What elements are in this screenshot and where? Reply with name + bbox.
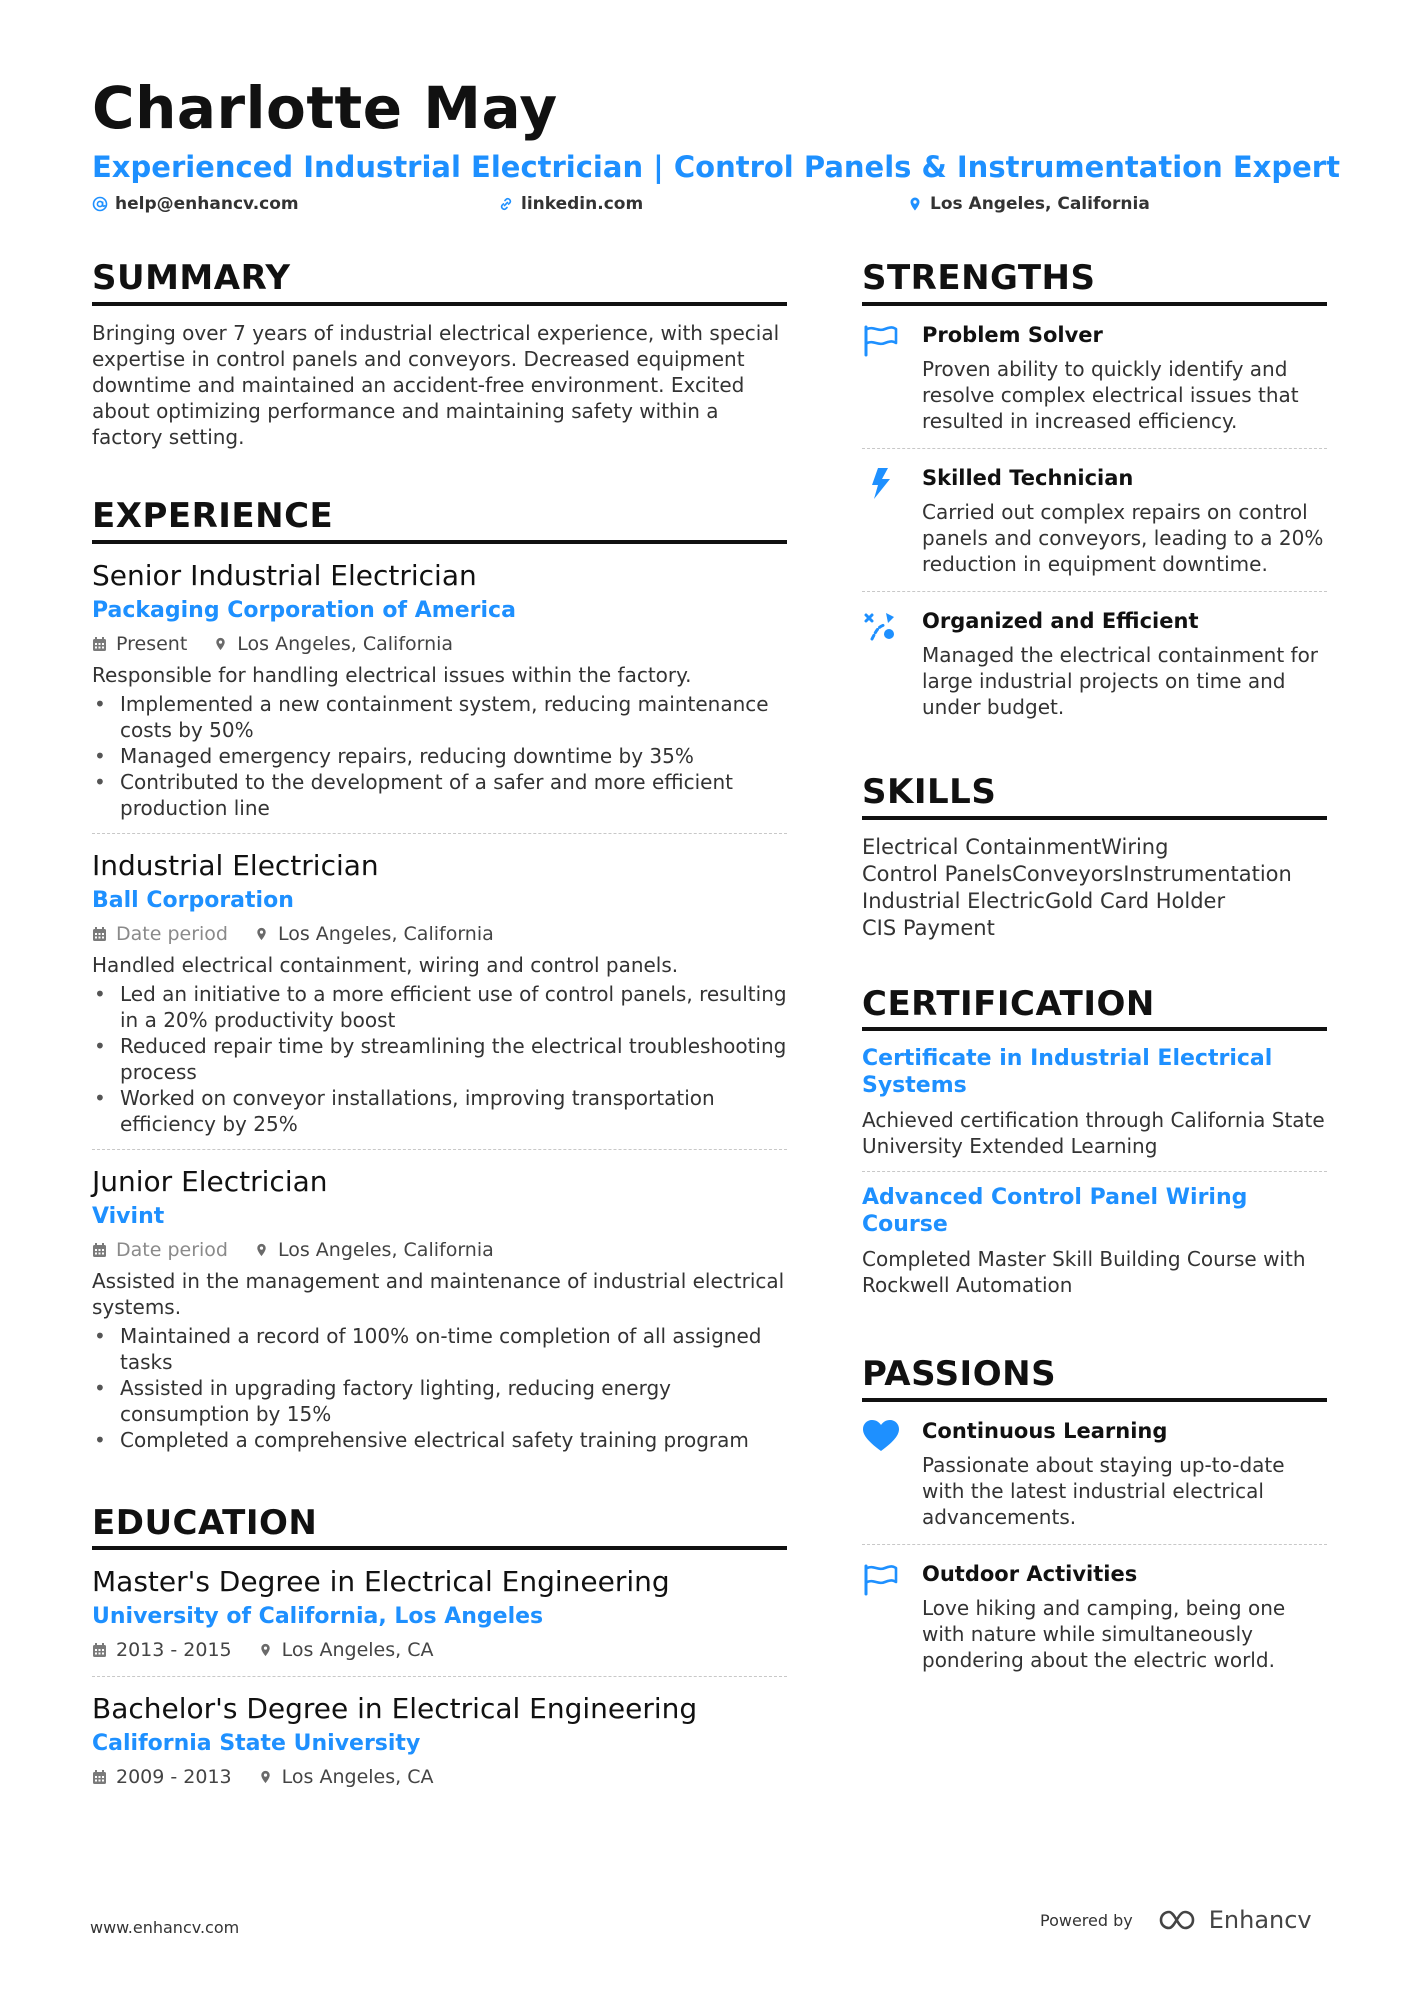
passion-item bbox=[862, 1416, 1327, 1544]
experience-title: EXPERIENCE bbox=[92, 496, 787, 544]
candidate-name: Charlotte May bbox=[92, 74, 558, 142]
education-title: EDUCATION bbox=[92, 1503, 787, 1551]
left-column bbox=[92, 258, 787, 1841]
job-meta bbox=[92, 1236, 787, 1264]
experience-section bbox=[92, 496, 787, 1465]
passion-title: Continuous Learning bbox=[922, 1419, 1168, 1444]
skills-list bbox=[862, 834, 1327, 942]
job-title: Industrial Electrician bbox=[92, 848, 379, 882]
certification-description: Completed Master Skill Building Course with Rockwell Automation bbox=[862, 1247, 1306, 1298]
brand-logo bbox=[1157, 1906, 1312, 1934]
map-pin-icon bbox=[254, 1242, 269, 1258]
skill-line: CIS Payment bbox=[862, 915, 995, 940]
job-bullets bbox=[92, 981, 787, 1137]
job-date: Date period bbox=[92, 1236, 228, 1264]
experience-entry bbox=[92, 833, 787, 1149]
bullet-item: • Worked on conveyor installations, improving transportation efficiency by 25% bbox=[92, 1085, 787, 1137]
certification-item bbox=[862, 1171, 1327, 1310]
company-name: Ball Corporation bbox=[92, 887, 294, 913]
link-icon bbox=[498, 196, 514, 212]
passion-description: Passionate about staying up-to-date with the latest industrial electrical advancements. bbox=[922, 1453, 1285, 1530]
bullet-item: • Led an initiative to a more efficient use of control panels, resulting in a 20% productivity boost bbox=[92, 981, 787, 1033]
strength-description: Proven ability to quickly identify and resolve complex electrical issues that resulted in increased efficiency. bbox=[922, 356, 1299, 433]
strength-item bbox=[862, 320, 1327, 448]
strengths-title: STRENGTHS bbox=[862, 258, 1327, 306]
passion-item bbox=[862, 1544, 1327, 1687]
strength-title: Skilled Technician bbox=[922, 465, 1134, 490]
right-column bbox=[862, 258, 1327, 1725]
strength-item bbox=[862, 591, 1327, 734]
calendar-icon bbox=[92, 636, 107, 652]
job-title: Junior Electrician bbox=[92, 1164, 328, 1198]
footer-branding bbox=[1040, 1906, 1312, 1934]
contact-linkedin[interactable] bbox=[498, 194, 643, 214]
experience-entry bbox=[92, 1149, 787, 1465]
job-location: Los Angeles, California bbox=[254, 920, 494, 948]
map-pin-icon bbox=[213, 636, 228, 652]
powered-by-text: Powered by bbox=[1040, 1910, 1133, 1930]
candidate-tagline: Experienced Industrial Electrician | Control Panels & Instrumentation Expert bbox=[92, 150, 1340, 184]
education-meta bbox=[92, 1763, 787, 1791]
education-date: 2009 - 2013 bbox=[92, 1763, 232, 1791]
bullet-item: • Assisted in upgrading factory lighting, reducing energy consumption by 15% bbox=[92, 1375, 787, 1427]
map-pin-icon bbox=[258, 1642, 273, 1658]
bullet-item: • Reduced repair time by streamlining the electrical troubleshooting process bbox=[92, 1033, 787, 1085]
contact-email[interactable] bbox=[92, 194, 299, 214]
skills-section bbox=[862, 772, 1327, 942]
education-date: 2013 - 2015 bbox=[92, 1636, 232, 1664]
job-bullets bbox=[92, 691, 787, 821]
strengths-section bbox=[862, 258, 1327, 734]
company-name: Packaging Corporation of America bbox=[92, 597, 516, 623]
education-location: Los Angeles, CA bbox=[258, 1636, 434, 1664]
certification-item bbox=[862, 1045, 1327, 1171]
education-entry bbox=[92, 1564, 787, 1676]
education-location: Los Angeles, CA bbox=[258, 1763, 434, 1791]
summary-section bbox=[92, 258, 787, 450]
contact-location bbox=[907, 194, 1150, 214]
skill-line: Control PanelsConveyorsInstrumentation bbox=[862, 861, 1292, 886]
map-pin-icon bbox=[907, 196, 923, 212]
location-text: Los Angeles, California bbox=[930, 194, 1150, 214]
certification-section bbox=[862, 984, 1327, 1311]
passions-section bbox=[862, 1354, 1327, 1687]
degree-title: Master's Degree in Electrical Engineering bbox=[92, 1565, 670, 1599]
summary-text: Bringing over 7 years of industrial electrical experience, with special expertise in control panels and conveyors. Decreased equipment downtime and maintained an accident-free environment. Excited about optimizing performance and maintaining safety within a factory setting. bbox=[92, 320, 780, 449]
job-description: Responsible for handling electrical issues within the factory. bbox=[92, 662, 692, 687]
experience-list bbox=[92, 558, 787, 1465]
certification-name: Certificate in Industrial Electrical Systems bbox=[862, 1046, 1273, 1099]
strength-description: Managed the electrical containment for large industrial projects on time and under budget. bbox=[922, 642, 1319, 719]
map-pin-icon bbox=[258, 1769, 273, 1785]
strength-item bbox=[862, 448, 1327, 591]
bullet-item: • Implemented a new containment system, reducing maintenance costs by 50% bbox=[92, 691, 787, 743]
experience-entry bbox=[92, 558, 787, 833]
summary-title: SUMMARY bbox=[92, 258, 787, 306]
flag-icon bbox=[862, 323, 900, 357]
skill-line: Electrical ContainmentWiring bbox=[862, 834, 1169, 859]
linkedin-text: linkedin.com bbox=[521, 194, 644, 214]
education-list bbox=[92, 1564, 787, 1803]
job-location: Los Angeles, California bbox=[213, 630, 453, 658]
job-meta bbox=[92, 920, 787, 948]
degree-title: Bachelor's Degree in Electrical Engineering bbox=[92, 1692, 698, 1726]
passion-description: Love hiking and camping, being one with nature while simultaneously pondering about the electric world. bbox=[922, 1596, 1286, 1673]
education-meta bbox=[92, 1636, 787, 1664]
job-date: Date period bbox=[92, 920, 228, 948]
footer-website[interactable]: www.enhancv.com bbox=[90, 1918, 240, 1937]
skill-line: Industrial ElectricGold Card Holder bbox=[862, 888, 1226, 913]
school-name: University of California, Los Angeles bbox=[92, 1604, 544, 1630]
certification-name: Advanced Control Panel Wiring Course bbox=[862, 1185, 1248, 1238]
education-section bbox=[92, 1503, 787, 1804]
job-bullets bbox=[92, 1323, 787, 1453]
certification-list bbox=[862, 1045, 1327, 1310]
flag-icon bbox=[862, 1562, 900, 1596]
calendar-icon bbox=[92, 926, 107, 942]
certification-description: Achieved certification through California State University Extended Learning bbox=[862, 1108, 1325, 1159]
calendar-icon bbox=[92, 1769, 107, 1785]
heart-icon bbox=[862, 1419, 900, 1453]
strength-description: Carried out complex repairs on control panels and conveyors, leading to a 20% reduction in equipment downtime. bbox=[922, 499, 1324, 576]
map-pin-icon bbox=[254, 926, 269, 942]
passions-title: PASSIONS bbox=[862, 1354, 1327, 1402]
skills-title: SKILLS bbox=[862, 772, 1327, 820]
job-meta bbox=[92, 630, 787, 658]
calendar-icon bbox=[92, 1242, 107, 1258]
enhancv-logo-icon bbox=[1157, 1907, 1201, 1933]
job-description: Assisted in the management and maintenance of industrial electrical systems. bbox=[92, 1268, 785, 1319]
school-name: California State University bbox=[92, 1731, 421, 1757]
strengths-list bbox=[862, 320, 1327, 734]
company-name: Vivint bbox=[92, 1203, 165, 1229]
bullet-item: • Contributed to the development of a safer and more efficient production line bbox=[92, 769, 787, 821]
job-date: Present bbox=[92, 630, 187, 658]
certification-title: CERTIFICATION bbox=[862, 984, 1327, 1032]
calendar-icon bbox=[92, 1642, 107, 1658]
job-description: Handled electrical containment, wiring and control panels. bbox=[92, 952, 679, 977]
strength-title: Organized and Efficient bbox=[922, 608, 1199, 633]
route-icon bbox=[862, 609, 900, 643]
passions-list bbox=[862, 1416, 1327, 1687]
education-entry bbox=[92, 1676, 787, 1803]
job-location: Los Angeles, California bbox=[254, 1236, 494, 1264]
at-icon bbox=[92, 196, 108, 212]
bullet-item: • Maintained a record of 100% on-time completion of all assigned tasks bbox=[92, 1323, 787, 1375]
email-text: help@enhancv.com bbox=[115, 194, 299, 214]
brand-name: Enhancv bbox=[1208, 1906, 1312, 1934]
passion-title: Outdoor Activities bbox=[922, 1562, 1138, 1587]
strength-title: Problem Solver bbox=[922, 322, 1103, 347]
bullet-item: • Managed emergency repairs, reducing downtime by 35% bbox=[92, 743, 787, 769]
bullet-item: • Completed a comprehensive electrical safety training program bbox=[92, 1427, 787, 1453]
job-title: Senior Industrial Electrician bbox=[92, 558, 477, 592]
lightning-icon bbox=[862, 466, 900, 500]
